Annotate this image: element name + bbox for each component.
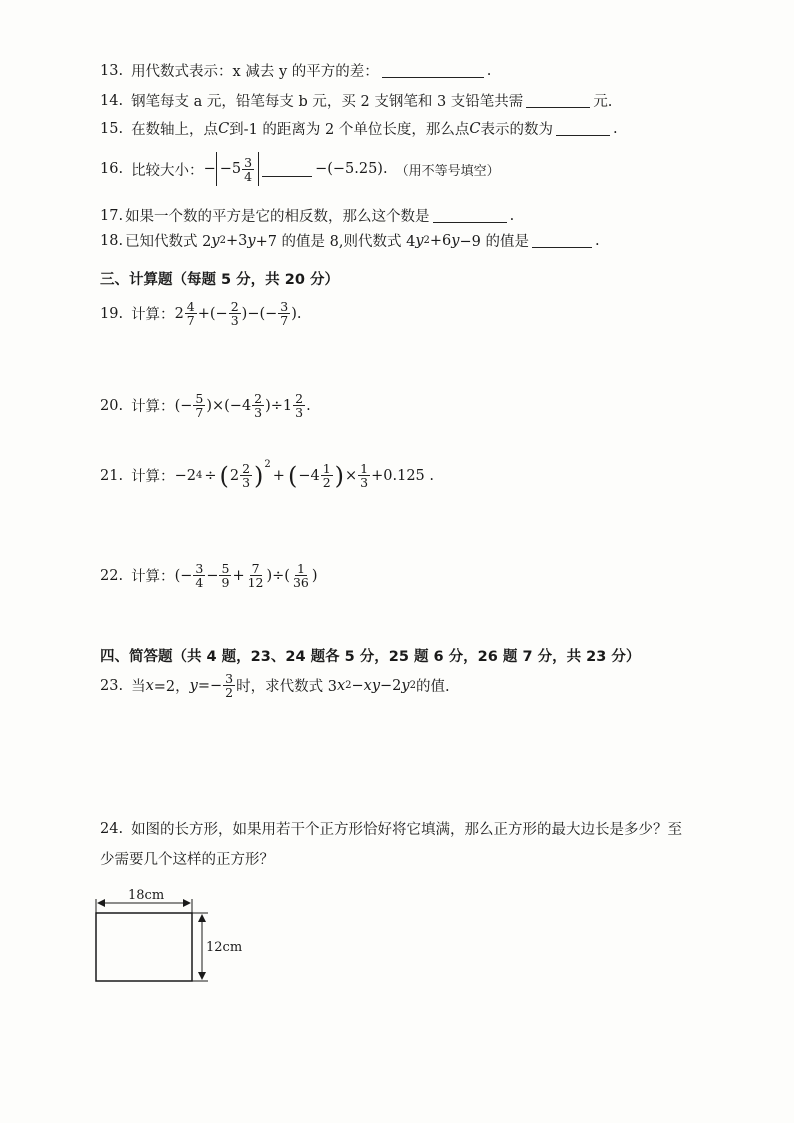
q19-op-1: +(− bbox=[197, 305, 228, 322]
question-21 bbox=[100, 459, 435, 490]
question-16 bbox=[100, 152, 500, 186]
q20-part-2: )×(−4 bbox=[206, 397, 252, 414]
q14-answer-blank[interactable] bbox=[526, 93, 590, 108]
q13-end: . bbox=[486, 62, 492, 79]
q19-f3-num: 3 bbox=[280, 299, 289, 314]
q16-number: 16. bbox=[100, 161, 124, 177]
q21-part-1: −2 bbox=[174, 467, 196, 484]
q15-point-c: C bbox=[218, 120, 230, 137]
q18-var-y: y bbox=[211, 232, 220, 249]
q13-number: 13. bbox=[100, 62, 124, 79]
q16-note: （用不等号填空） bbox=[395, 163, 500, 179]
q22-f2-den: 9 bbox=[221, 575, 230, 590]
section-3-heading: 三、计算题（每题 5 分，共 20 分） bbox=[100, 272, 339, 288]
q22-f3-num: 7 bbox=[251, 561, 260, 576]
q19-f3-den: 7 bbox=[280, 313, 289, 328]
question-19 bbox=[100, 300, 302, 327]
q20-f3-num: 2 bbox=[295, 391, 304, 406]
q13-text: 用代数式表示：x 减去 y 的平方的差： bbox=[131, 64, 379, 80]
q18-var-y-4: y bbox=[451, 232, 460, 249]
q23-d: 时，求代数式 3 bbox=[236, 679, 337, 695]
q21-end: +0.125 . bbox=[371, 467, 435, 484]
q16-minus: − bbox=[203, 161, 216, 177]
q16-numerator: 3 bbox=[244, 154, 253, 170]
q22-f4-den: 36 bbox=[292, 575, 309, 590]
q23-var-y: y bbox=[189, 677, 198, 694]
q18-answer-blank[interactable] bbox=[532, 233, 592, 248]
q22-frac-1 bbox=[193, 562, 205, 589]
q22-part-1: (− bbox=[174, 567, 193, 584]
q16-rhs: −(−5.25). bbox=[315, 161, 388, 177]
q22-f4-num: 1 bbox=[296, 561, 305, 576]
q21-number: 21. bbox=[100, 467, 124, 484]
q16-fraction bbox=[242, 156, 254, 183]
q21-paren-close-2: ) bbox=[334, 461, 345, 490]
q20-number: 20. bbox=[100, 397, 124, 414]
q18-exp: 2 bbox=[219, 235, 226, 246]
q18-var-y-2: y bbox=[247, 232, 256, 249]
q24-line-1-text: 如图的长方形，如果用若干个正方形恰好将它填满，那么正方形的最大边长是多少？至 bbox=[131, 822, 683, 838]
question-15 bbox=[100, 118, 618, 139]
q18-number: 18. bbox=[100, 232, 124, 249]
q21-whole-1: 2 bbox=[229, 467, 240, 484]
width-label: 18cm bbox=[128, 888, 165, 903]
q15-point-c-2: C bbox=[469, 120, 481, 137]
q21-frac-2 bbox=[321, 462, 333, 489]
rectangle-shape bbox=[96, 913, 192, 981]
q19-end: ). bbox=[291, 305, 302, 322]
q20-frac-3 bbox=[293, 392, 305, 419]
q22-f1-num: 3 bbox=[195, 561, 204, 576]
q20-f2-num: 2 bbox=[254, 391, 263, 406]
q21-frac-1 bbox=[240, 462, 252, 489]
q18-text-e: −9 的值是 bbox=[459, 234, 529, 250]
q16-inner-minus: − bbox=[219, 161, 232, 177]
q15-answer-blank[interactable] bbox=[556, 121, 610, 136]
q19-f1-den: 7 bbox=[186, 313, 195, 328]
q13-answer-blank[interactable] bbox=[382, 63, 484, 78]
q23-exp-2: 2 bbox=[409, 680, 416, 691]
q24-line-2-text: 少需要几个这样的正方形？ bbox=[100, 852, 274, 868]
q21-f3-den: 3 bbox=[360, 475, 369, 490]
q20-label: 计算： bbox=[131, 399, 175, 415]
q21-frac-3 bbox=[358, 462, 370, 489]
q19-number: 19. bbox=[100, 305, 124, 322]
section-4-heading: 四、简答题（共 4 题，23、24 题各 5 分，25 题 6 分，26 题 7 分，共 23 分） bbox=[100, 649, 641, 665]
q23-f-den: 2 bbox=[225, 685, 234, 700]
q16-denominator: 4 bbox=[244, 168, 253, 184]
q15-number: 15. bbox=[100, 120, 124, 137]
q21-label: 计算： bbox=[131, 469, 175, 485]
q22-frac-3 bbox=[246, 562, 266, 589]
q21-f1-den: 3 bbox=[242, 475, 251, 490]
q19-f2-num: 2 bbox=[230, 299, 239, 314]
q21-whole-2: −4 bbox=[298, 467, 320, 484]
q22-frac-2 bbox=[219, 562, 231, 589]
q18-text-c: +7 的值是 8,则代数式 4 bbox=[255, 234, 416, 250]
q21-f1-num: 2 bbox=[242, 461, 251, 476]
q22-end: ) bbox=[311, 567, 318, 584]
q22-f3-den: 12 bbox=[247, 575, 264, 590]
q22-frac-4 bbox=[291, 562, 311, 589]
q21-divide: ÷ bbox=[204, 467, 217, 484]
q21-plus: + bbox=[272, 467, 285, 484]
question-20 bbox=[100, 392, 311, 419]
q14-text: 钢笔每支 a 元，铅笔每支 b 元，买 2 支钢笔和 3 支铅笔共需 bbox=[131, 94, 524, 110]
question-13 bbox=[100, 60, 491, 81]
q15-end: . bbox=[612, 120, 618, 137]
q23-a: 当 bbox=[131, 679, 146, 695]
q19-whole: 2 bbox=[174, 305, 184, 322]
q21-f2-num: 1 bbox=[322, 461, 331, 476]
q23-f-num: 3 bbox=[225, 671, 234, 686]
q19-frac-1 bbox=[185, 300, 197, 327]
q22-part-2: − bbox=[206, 567, 219, 584]
q18-text-a: 已知代数式 2 bbox=[125, 234, 212, 250]
q14-number: 14. bbox=[100, 92, 124, 109]
question-24-line-1 bbox=[100, 818, 682, 839]
q23-c: =− bbox=[197, 677, 223, 694]
q21-f2-den: 2 bbox=[322, 475, 331, 490]
q23-number: 23. bbox=[100, 677, 124, 694]
q17-text: 如果一个数的平方是它的相反数，那么这个数是 bbox=[125, 209, 430, 225]
q19-frac-3 bbox=[278, 300, 290, 327]
q23-minus: − bbox=[351, 677, 364, 694]
q19-op-2: )−(− bbox=[241, 305, 278, 322]
q20-f1-num: 5 bbox=[195, 391, 204, 406]
q20-part-3: )÷1 bbox=[265, 397, 293, 414]
q20-frac-2 bbox=[252, 392, 264, 419]
q21-paren-close: ) bbox=[254, 461, 264, 490]
q15-text-b: 到-1 的距离为 2 个单位长度，那么点 bbox=[229, 122, 470, 138]
question-18 bbox=[100, 230, 600, 251]
q15-text-a: 在数轴上，点 bbox=[131, 122, 219, 138]
q20-f3-den: 3 bbox=[295, 405, 304, 420]
q24-number: 24. bbox=[100, 820, 124, 837]
q21-paren-open-2: ( bbox=[287, 461, 298, 490]
q17-end: . bbox=[509, 207, 515, 224]
q20-f1-den: 7 bbox=[195, 405, 204, 420]
question-17 bbox=[100, 205, 514, 226]
q23-var-xy: xy bbox=[363, 677, 381, 694]
q21-times: × bbox=[345, 467, 358, 484]
q14-end: 元. bbox=[593, 94, 613, 110]
q22-part-4: )÷( bbox=[266, 567, 290, 584]
q18-text-d: +6 bbox=[429, 232, 452, 249]
q18-end: . bbox=[594, 232, 600, 249]
q20-frac-1 bbox=[193, 392, 205, 419]
q22-number: 22. bbox=[100, 567, 124, 584]
question-22 bbox=[100, 562, 318, 589]
q21-paren-open: ( bbox=[219, 461, 229, 490]
q22-part-3: + bbox=[232, 567, 245, 584]
q23-exp-1: 2 bbox=[345, 680, 352, 691]
q21-exp-2: 2 bbox=[264, 459, 271, 470]
q19-f2-den: 3 bbox=[230, 313, 239, 328]
height-label: 12cm bbox=[206, 940, 243, 955]
q19-label: 计算： bbox=[131, 307, 175, 323]
q19-frac-2 bbox=[229, 300, 241, 327]
q22-label: 计算： bbox=[131, 569, 175, 585]
q18-exp-2: 2 bbox=[423, 235, 430, 246]
q23-frac bbox=[223, 672, 235, 699]
q23-var-x: x bbox=[145, 677, 154, 694]
q20-f2-den: 3 bbox=[254, 405, 263, 420]
q16-label: 比较大小： bbox=[131, 162, 204, 179]
q18-var-y-3: y bbox=[415, 232, 424, 249]
q20-end: . bbox=[306, 397, 311, 414]
question-24-line-2 bbox=[100, 848, 274, 869]
q17-number: 17. bbox=[100, 207, 124, 224]
q21-f3-num: 1 bbox=[360, 461, 369, 476]
q23-l: 的值. bbox=[415, 679, 450, 695]
q18-text-b: +3 bbox=[225, 232, 248, 249]
q16-whole: 5 bbox=[231, 161, 242, 177]
q23-b: =2， bbox=[153, 679, 190, 695]
q19-f1-num: 4 bbox=[186, 299, 195, 314]
q23-var-y-2: y bbox=[401, 677, 410, 694]
q21-exp-1: 4 bbox=[195, 470, 203, 481]
q23-var-x-2: x bbox=[336, 677, 346, 694]
q20-part-1: (− bbox=[174, 397, 193, 414]
q17-answer-blank[interactable] bbox=[433, 208, 507, 223]
q22-f2-num: 5 bbox=[221, 561, 230, 576]
question-23 bbox=[100, 672, 450, 699]
q22-f1-den: 4 bbox=[195, 575, 204, 590]
q23-minus-2: −2 bbox=[380, 677, 402, 694]
q15-text-c: 表示的数为 bbox=[480, 122, 553, 138]
rectangle-diagram bbox=[90, 885, 243, 990]
question-14 bbox=[100, 90, 612, 111]
q16-absolute-value bbox=[216, 152, 259, 186]
q16-answer-blank[interactable] bbox=[262, 162, 312, 177]
